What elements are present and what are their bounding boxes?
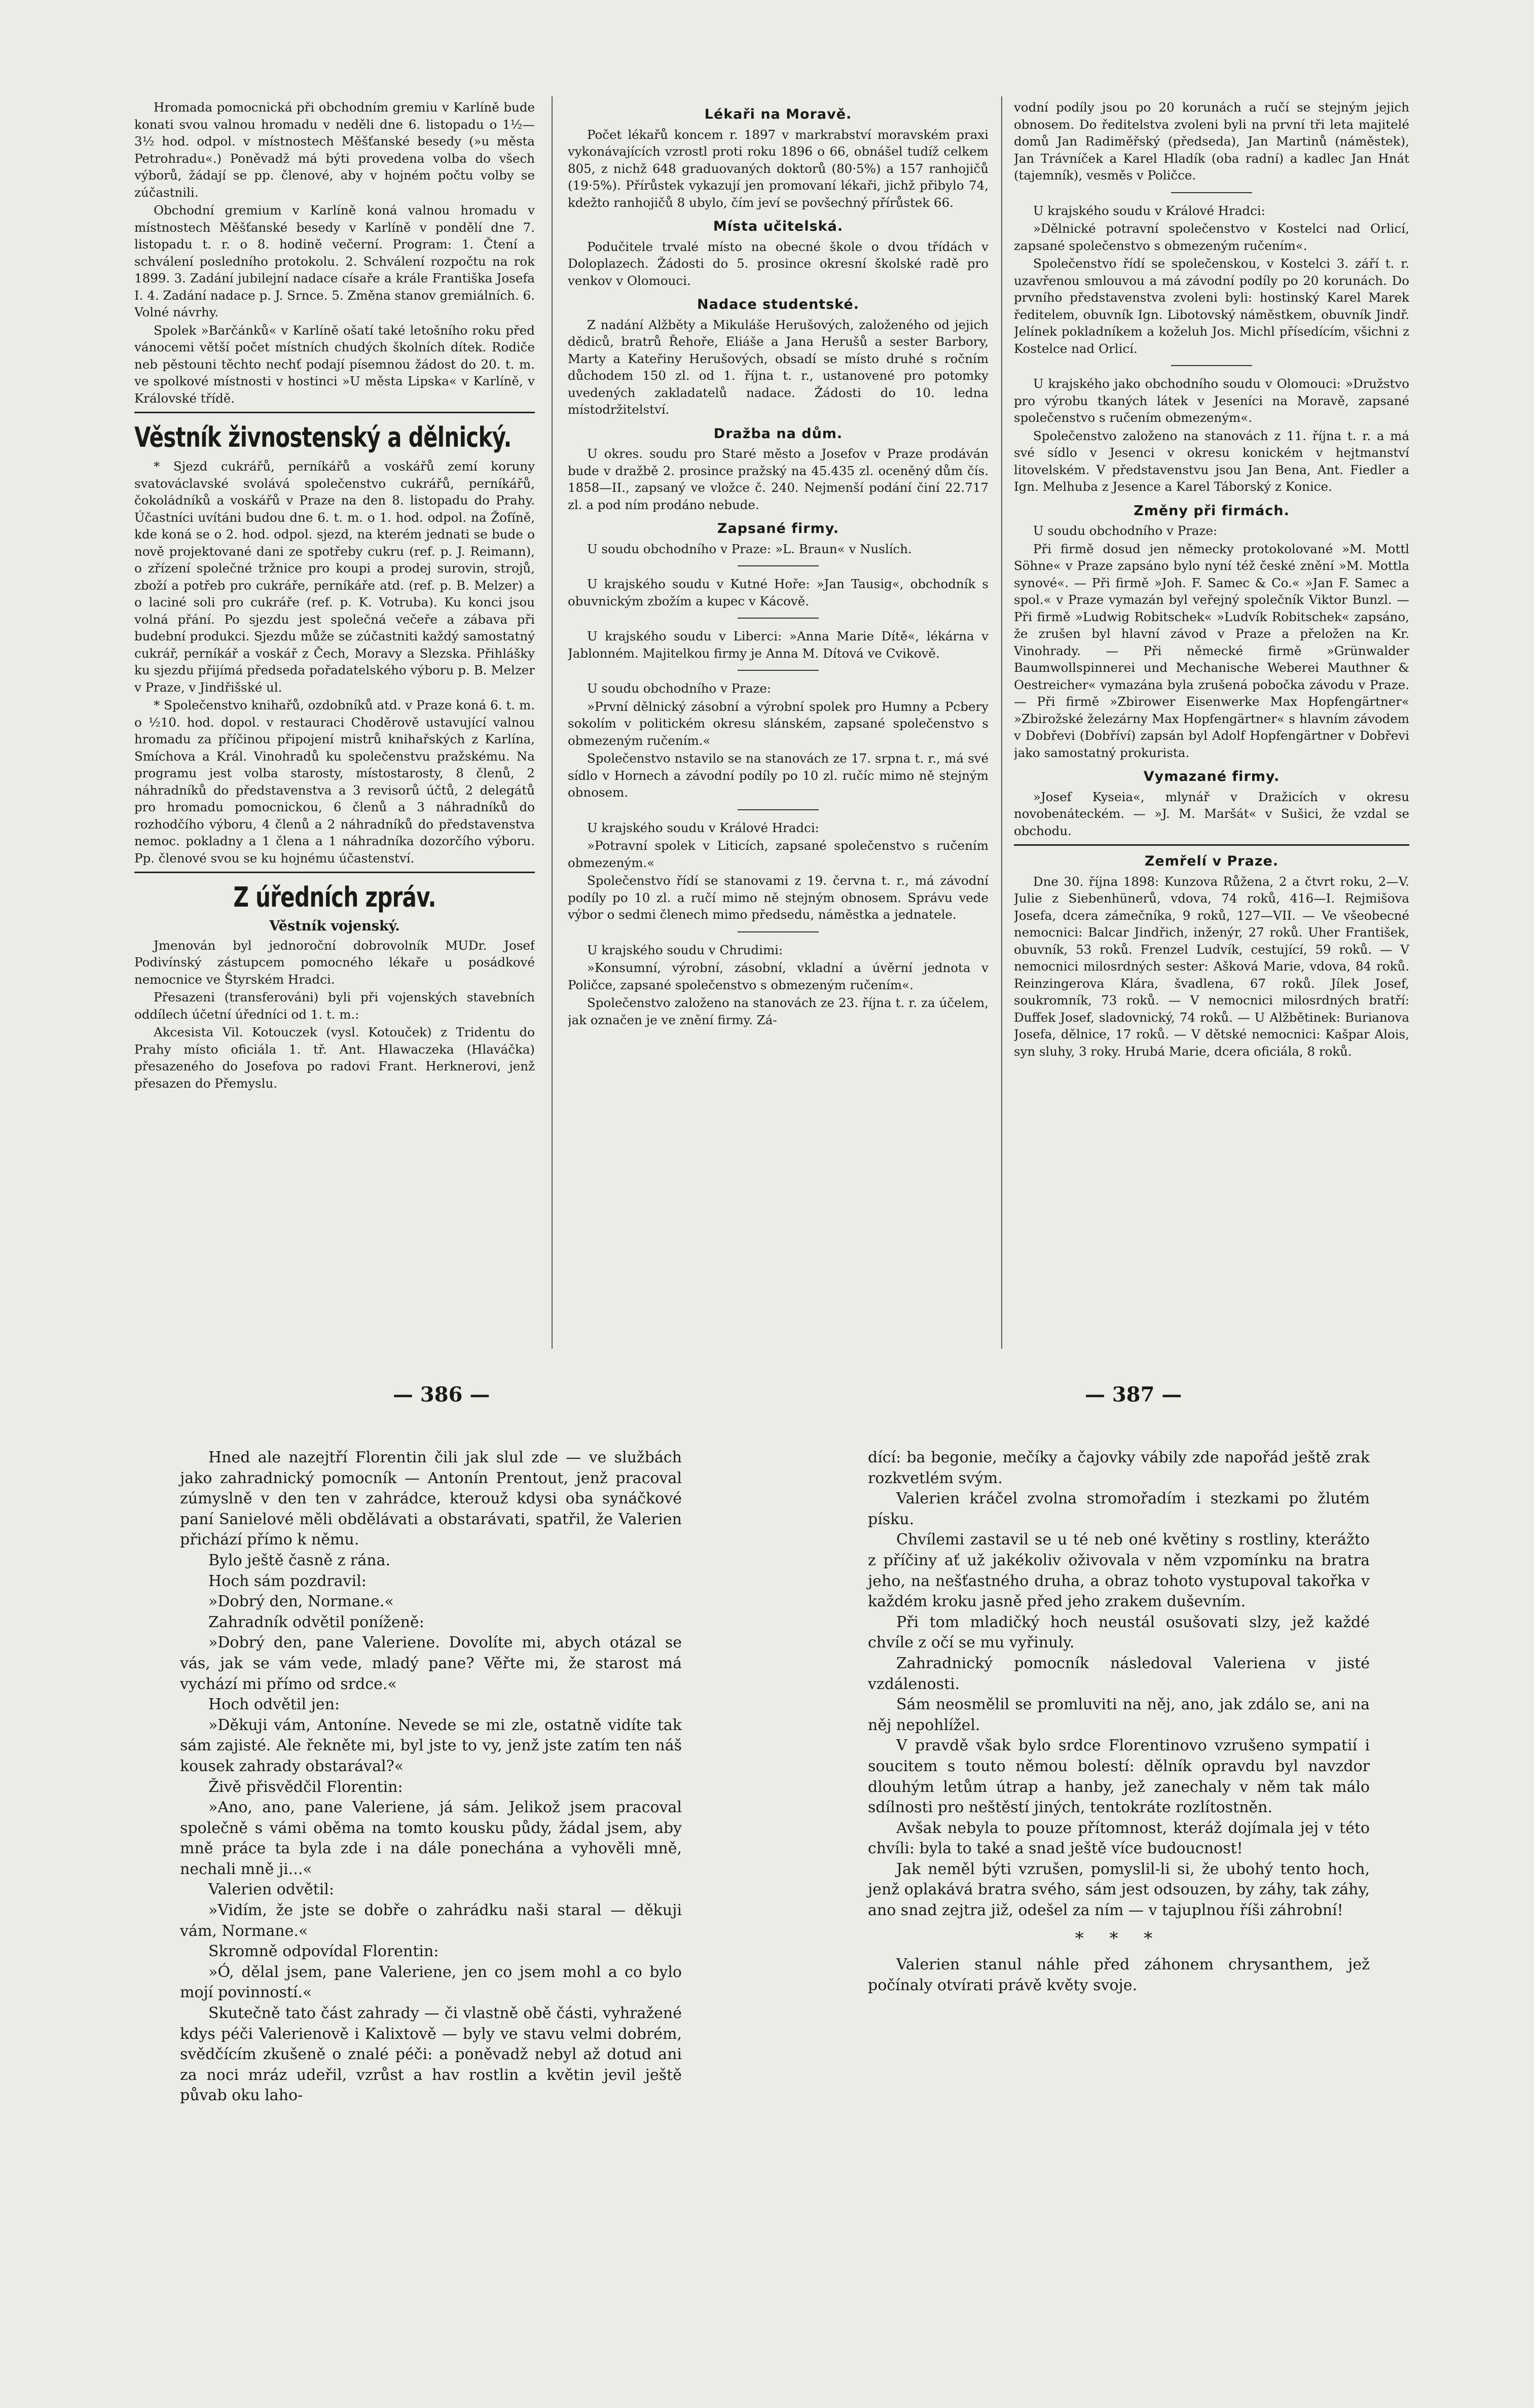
paragraph: Valerien stanul náhle před záhonem chrysanthem, jež počínaly otvírati právě květy svoje.: [868, 1956, 1370, 1994]
paragraph: V pravdě však bylo srdce Florentinovo vzrušeno sympatií i soucitem s touto němou bolestí: dělník opravdu byl navzdor dlouhým letům útrap a hanby, jež zanechaly v něm tak málo sdílnosti pro neštěstí jiných, tentokráte rozlítostněn.: [868, 1737, 1370, 1817]
paragraph: U krajského soudu v Chrudimi:: [587, 942, 783, 957]
paragraph: Přesazeni (transferováni) byli při vojenských stavebních oddílech účetní úředníci od 1. t. m.:: [134, 990, 535, 1022]
section-title: Z úředních zpráv.: [233, 881, 436, 913]
column-divider: [552, 96, 553, 1349]
paragraph: Akcesista Vil. Kotouczek (vysl. Kotouček) z Tridentu do Prahy místo oficiála 1. tř. Ant. Hlawaczeka (Hlaváčka) přesazeného do Josefova po radovi Frant. Herknerovi, jenž přesazen do Přemyslu.: [134, 1025, 535, 1091]
paragraph: Chvílemi zastavil se u té neb oné květiny s rostliny, kterážto z příčiny ať už jakékoliv oživovala v něm vzpomínku na bratra jeho, na nešťastného druha, a obraz tohoto vystupoval takořka v každém kroku jasně před jeho zrakem duševním.: [868, 1531, 1370, 1611]
paragraph: »Konsumní, výrobní, zásobní, vkladní a úvěrní jednota v Poličce, zapsané společenstvo s obmezeným ručením«.: [568, 960, 989, 992]
section-heading: Zemřelí v Praze.: [1144, 853, 1279, 869]
section-rule: [134, 412, 535, 413]
subsection-heading: Věstník vojenský.: [269, 918, 400, 934]
paragraph: U krajského soudu v Liberci: »Anna Marie Dítě«, lékárna v Jablonném. Majitelkou firmy je Anna M. Dítová ve Cvikově.: [568, 629, 989, 661]
paragraph: Dne 30. října 1898: Kunzova Růžena, 2 a čtvrt roku, 2—V. Julie z Siebenhünerů, vdova, 74 roků, 416—I. Rejmišova Josefa, dcera zámečníka, 9 roků, 127—VII. — Ve všeobecné nemocnici: Balcar Jindřich, inženýr, 27 roků. Uher František, obuvník, 53 roků. Frenzel Ludvík, cestující, 59 roků. — V nemocnici milosrdných sester: Ašková Marie, vdova, 84 roků. Reinzingerova Klára, švadlena, 67 roků. Jílek Josef, soukromník, 73 roků. — V nemocnici milosrdných bratří: Duffek Josef, sladovnický, 74 roků. — U Alžbětinek: Burianova Josefa, dělnice, 17 roků. — V dětské nemocnici: Kašpar Alois, syn sluhy, 3 roky. Hrubá Marie, dcera oficiála, 8 roků.: [1014, 874, 1409, 1059]
paragraph: U krajského soudu v Králové Hradci:: [1033, 203, 1265, 218]
paragraph: »Ano, ano, pane Valeriene, já sám. Jelikož jsem pracoval společně s vámi oběma na tomto kousku půdy, žádal jsem, aby mně práce ta byla zde i na dále ponechána a vyhověli mně, nechali mně ji...«: [180, 1799, 682, 1878]
story-left-page: [180, 1448, 682, 2106]
paragraph: Podučitele trvalé místo na obecné škole o dvou třídách v Doloplazech. Žádosti do 5. prosince okresní školské radě pro venkov v Olomouci.: [568, 239, 989, 288]
paragraph: »První dělnický zásobní a výrobní spolek pro Humny a Pcbery sokolím v politickém okresu slánském, zapsané společenstvo s obmezeným ručením.«: [568, 699, 989, 748]
entry-separator: [1171, 365, 1252, 366]
page-number-right: — 387 —: [1085, 1383, 1182, 1407]
paragraph: U soudu obchodního v Praze:: [587, 681, 772, 696]
entry-separator: [738, 931, 819, 932]
paragraph: Bylo ještě časně z rána.: [208, 1551, 390, 1569]
paragraph: Hoch odvětil jen:: [208, 1696, 340, 1714]
section-heading: Zapsané firmy.: [717, 521, 839, 536]
paragraph: U soudu obchodního v Praze:: [1033, 523, 1218, 538]
paragraph: * Společenstvo knihařů, ozdobníků atd. v Praze koná 6. t. m. o ½10. hod. dopol. v restauraci Choděrově ustavující valnou hromadu za příčinou připojení mistrů knihařských z Karlína, Smíchova a Král. Vinohradů ku společenstvu pražskému. Na programu jest volba starosty, místostarosty, 8 členů, 2 náhradníků do představenstva a 3 revisorů účtů, 2 delegátů pro hromadu pomocnickou, 6 členů a 3 náhradníků do rozhodčího výboru, 4 členů a 2 náhradníků do představenstva nemoc. pokladny a 1 člena a 1 náhradníka dozorčího výboru. Pp. členové svou se ku hojnému účastenství.: [134, 698, 535, 866]
section-heading: Místa učitelská.: [713, 219, 844, 234]
paragraph: Avšak nebyla to pouze přítomnost, kteráž dojímala jej v této chvíli: byla to také a snad ještě více budoucnost!: [868, 1819, 1370, 1858]
paragraph: * Sjezd cukrářů, perníkářů a voskářů zemí koruny svatováclavské svolává společenstvo cukrářů, perníkářů, čokoládníků a voskářů v Praze na den 8. listopadu do Prahy. Účastníci uvítáni budou dne 6. t. m. o 1. hod. odpol. na Žofíně, kde koná se o 2. hod. odpol. sjezd, na kterém jednati se bude o nově projektované dani ze spotřeby cukru (ref. p. J. Reimann), o zřízení společné tržnice pro koupi a prodej surovin, strojů, zboží a potřeb pro cukráře, perníkáře atd. (ref. p. B. Melzer) a o laciné soli pro cukráře (ref. p. K. Votruba). Ku konci jsou volná přání. Po sjezdu jest společná večeře a zábava při budební produkci. Sjezdu může se zúčastniti každý samostatný cukrář, perníkář a voskář z Čech, Moravy a Slezska. Přihlášky ku sjezdu přijímá předseda pořadatelského výboru p. B. Melzer v Praze, v Jindřišské ul.: [134, 459, 535, 695]
section-heading: Lékaři na Moravě.: [704, 106, 852, 122]
paragraph: U krajského soudu v Kutné Hoře: »Jan Tausig«, obchodník s obuvnickým zbožím a kupec v Kácově.: [568, 577, 989, 608]
section-heading: Vymazané firmy.: [1143, 769, 1280, 784]
story-right-page: [868, 1448, 1370, 1996]
paragraph: Z nadání Alžběty a Mikuláše Herušových, založeného od jejich dědiců, bratrů Řehoře, Eliáše a Jana Herušů a sester Barbory, Marty a Kateřiny Herušových, obsadí se místo druhé s ročním důchodem 150 zl. od 1. října t. r., ustanovené pro potomky uvedených zakladatelů nadace. Žádosti do 10. ledna místodržitelství.: [568, 317, 989, 417]
entry-separator: [738, 565, 819, 566]
section-heading: Změny při firmách.: [1134, 502, 1290, 519]
entry-separator: [1171, 192, 1252, 193]
paragraph: Zahradník odvětil poníženě:: [208, 1613, 424, 1631]
paragraph: Hromada pomocnická při obchodním gremiu v Karlíně bude konati svou valnou hromadu v neděli dne 6. listopadu o 1½—3½ hod. odpol. v místnostech Měšťanské besedy (»u města Petrohradu«.) Poněvadž má býti provedena volba do všech výborů, žádají se pp. členové, aby v hojném počtu volby se zúčastnili.: [134, 100, 535, 200]
paragraph: Hoch sám pozdravil:: [208, 1572, 367, 1590]
entry-separator: [738, 809, 819, 810]
paragraph: »Potravní spolek v Liticích, zapsané společenstvo s ručením obmezeným.«: [568, 838, 989, 870]
paragraph: »Vidím, že jste se dobře o zahrádku naši staral — děkuji vám, Normane.«: [180, 1901, 682, 1940]
paragraph: U krajského jako obchodního soudu v Olomouci: »Družstvo pro výrobu tkaných látek v Jeseníci na Moravě, zapsané společenstvo s ručením obmezeným«.: [1014, 376, 1409, 425]
column-divider: [1001, 96, 1002, 1349]
page-number-left: — 386 —: [393, 1383, 490, 1407]
paragraph: Jak neměl býti vzrušen, pomyslil-li si, že ubohý tento hoch, jenž oplakává bratra svého, sám jest odsouzen, by záhy, tak záhy, ano snad zejtra již, odešel za ním — v tajuplnou říši záhrobní!: [868, 1860, 1370, 1920]
paragraph: »Děkuji vám, Antoníne. Nevede se mi zle, ostatně vidíte tak sám zajisté. Ale řekněte mi, byl jste to vy, jenž jste zatím ten náš kousek zahrady obstarával?«: [180, 1716, 682, 1775]
paragraph: Společenstvo nstavilo se na stanovách ze 17. srpna t. r., má své sídlo v Hornech a závodní podíly po 10 zl. ručíc mimo ně stejným obnosem.: [568, 751, 989, 800]
paragraph: Při tom mladičký hoch neustál osušovati slzy, jež každé chvíle z očí se mu vyřinuly.: [868, 1613, 1370, 1652]
paragraph: Společenstvo řídí se společenskou, v Kostelci 3. září t. r. uzavřenou smlouvou a má závodní podíly po 20 korunách. Do prvního představenstva zvoleni byli: hostinský Karel Marek ředitelem, obuvník Ign. Libotovský náměstkem, obuvník Jindř. Jelínek pokladníkem a koželuh Jos. Michl přísedícím, všichni z Kostelce nad Orlicí.: [1014, 256, 1409, 356]
paragraph: Společenstvo založeno na stanovách z 11. října t. r. a má své sídlo v Jesenci v okresu konickém v hejtmanství litovelském. V představenstvu jsou Jan Bena, Ant. Fiedler a Ign. Melhuba z Jesence a Karel Táborský z Konice.: [1014, 428, 1409, 494]
section-break: * * *: [1075, 1928, 1163, 1949]
section-title: Věstník živnostenský a dělnický.: [134, 421, 512, 453]
paragraph: Jmenován byl jednoroční dobrovolník MUDr. Josef Podivínský zástupcem pomocného lékaře u posádkové nemocnice ve Štyrském Hradci.: [134, 938, 535, 987]
paragraph: Skutečně tato část zahrady — či vlastně obě části, vyhražené kdys péči Valerienově i Kalixtově — byly ve stavu velmi dobrém, svědčícím zkušeně o znalé péči: a poněvadž nebyl až dotud ani za noci mráz udeřil, vzrůst a hav rostlin a květin jevil ještě půvab oku laho-: [180, 2004, 682, 2105]
paragraph: U okres. soudu pro Staré město a Josefov v Praze prodáván bude v dražbě 2. prosince pražský na 45.435 zl. oceněný dům čís. 1858—II., zapsaný ve vložce č. 240. Nejmenší podání činí 22.717 zl. a pod ním prodáno nebude.: [568, 446, 989, 512]
section-heading: Dražba na dům.: [713, 425, 843, 442]
paragraph: »Ó, dělal jsem, pane Valeriene, jen co jsem mohl a co bylo mojí povinností.«: [180, 1963, 682, 2002]
paragraph: Obchodní gremium v Karlíně koná valnou hromadu v místnostech Měšťanské besedy v Karlíně v pondělí dne 7. listopadu t. r. o 8. hodině večerní. Program: 1. Čtení a schválení posledního protokolu. 2. Schválení rozpočtu na rok 1899. 3. Zadání jubilejní nadace císaře a krále Františka Josefa I. 4. Zadání nadace p. J. Srnce. 5. Změna stanov gremiálních. 6. Volné návrhy.: [134, 203, 535, 319]
paragraph: Společenstvo založeno na stanovách ze 23. října t. r. za účelem, jak označen je ve znění firmy. Zá-: [568, 995, 989, 1027]
paragraph: Sám neosmělil se promluviti na něj, ano, jak zdálo se, ani na něj nepohlížel.: [868, 1696, 1370, 1734]
column-middle: [568, 99, 989, 1364]
paragraph: Skromně odpovídal Florentin:: [208, 1943, 439, 1961]
paragraph: »Dělnické potravní společenstvo v Kostelci nad Orlicí, zapsané společenstvo s obmezeným ručením«.: [1014, 221, 1409, 253]
section-rule: [1014, 844, 1409, 846]
paragraph: dící: ba begonie, mečíky a čajovky vábily zde napořád ještě zrak rozkvetlém svým.: [868, 1449, 1370, 1487]
paragraph: U soudu obchodního v Praze: »L. Braun« v Nuslích.: [587, 541, 912, 556]
section-heading: Nadace studentské.: [697, 297, 859, 312]
paragraph: Valerien kráčel zvolna stromořadím i stezkami po žlutém písku.: [868, 1490, 1370, 1528]
paragraph: »Dobrý den, pane Valeriene. Dovolíte mi, abych otázal se vás, jak se vám vede, mladý pane? Věřte mi, že starost má vychází mi přímo od srdce.«: [180, 1634, 682, 1693]
paragraph: »Dobrý den, Normane.«: [208, 1593, 394, 1611]
paragraph: Hned ale nazejtří Florentin čili jak slul zde — ve službách jako zahradnický pomocník — Antonín Prentout, jenž pracoval zúmyslně v den ten v zahrádce, kterouž kdysi oba synáčkové paní Sanielové měli obdělávati a obstarávati, spatřil, že Valerien přichází přímo k němu.: [180, 1449, 682, 1549]
paragraph: vodní podíly jsou po 20 korunách a ručí se stejným jejich obnosem. Do ředitelstva zvoleni byli na první tři leta majitelé domů Jan Radiměřský (předseda), Jan Martinů (náměstek), Jan Trávníček a Karel Hladík (oba radní) a kadlec Jan Hnát (tajemník), vesměs v Poličce.: [1014, 100, 1409, 183]
paragraph: U krajského soudu v Králové Hradci:: [587, 820, 819, 835]
column-right: [1014, 99, 1409, 1364]
paragraph: Při firmě dosud jen německy protokolované »M. Mottl Söhne« v Praze zapsáno bylo nyní též české znění »M. Mottla synové«. — Při firmě »Joh. F. Samec & Co.« »Jan F. Samec a spol.« v Praze vymazán byl veřejný společník Viktor Bunzl. — Při firmě »Ludwig Robitschek« »Ludvík Robitschek« zapsáno, že zrušen byl hlavní závod v Praze a přeložen na Kr. Vinohrady. — Při německé firmě »Grünwalder Baumwollspinnerei und Mechanische Weberei Mauthner & Oestreicher« vymazána byla zrušená pobočka závodu v Praze. — Při firmě »Zbirower Eisenwerke Max Hopfengärtner« »Zbirožské železárny Max Hopfengärtner« s hlavním závodem v Dobřevi (Dobříví) zapsán byl Adolf Hopfengärtner v Dobřevi jako samostatný prokurista.: [1014, 541, 1409, 760]
entry-separator: [738, 670, 819, 671]
paragraph: Spolek »Barčánků« v Karlíně ošatí také letošního roku před vánocemi větší počet místních chudých školních dítek. Rodiče neb pěstouni těchto nechť podají písemnou žádost do 20. t. m. ve spolkové místnosti v hostinci »U města Lipska« v Karlíně, v Královské třídě.: [134, 322, 535, 406]
paragraph: Valerien odvětil:: [208, 1881, 335, 1899]
paragraph: Živě přisvědčil Florentin:: [208, 1778, 403, 1796]
section-rule: [134, 872, 535, 873]
paragraph: Počet lékařů koncem r. 1897 v markrabství moravském praxi vykonávajících vzrostl proti roku 1896 o 66, obnášel tudíž celkem 805, z nichž 648 graduovaných doktorů (80·5%) a 157 ranhojičů (19·5%). Přírůstek vykazují jen promovaní lékaři, jichž přibylo 74, kdežto ranhojičů 8 ubylo, čím jeví se povšechný přírůstek 66.: [568, 127, 989, 210]
column-left: [134, 99, 535, 1364]
entry-separator: [738, 618, 819, 619]
paragraph: Zahradnický pomocník následoval Valeriena v jisté vzdálenosti.: [868, 1654, 1370, 1693]
paragraph: Společenstvo řídí se stanovami z 19. června t. r., má závodní podíly po 10 zl. a ručí mimo ně stejným obnosem. Správu vede výbor o sedmi členech mimo předsedu, náměstka a jednatele.: [568, 873, 989, 922]
paragraph: »Josef Kyseia«, mlynář v Dražicích v okresu novobenáteckém. — »J. M. Maršát« v Sušici, že vzdal se obchodu.: [1014, 789, 1409, 838]
